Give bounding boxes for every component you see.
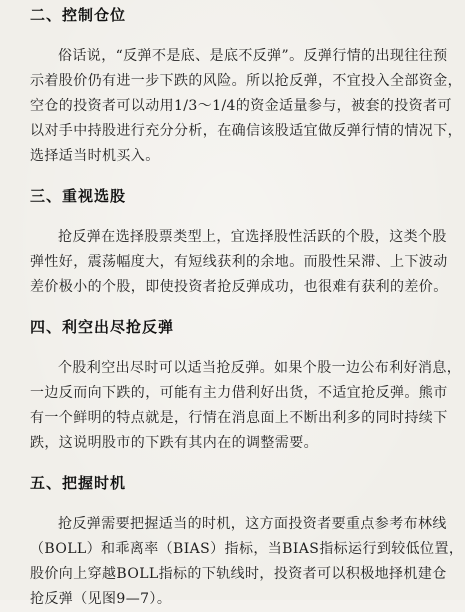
text-line: 弹性好，震荡幅度大，有短线获利的余地。而股性呆滞、上下波动 bbox=[30, 254, 448, 270]
paragraph bbox=[30, 512, 464, 612]
text-line: 以对手中持股进行充分分析，在确信该股适宜做反弹行情的情况下， bbox=[30, 123, 462, 139]
text-line: 空仓的投资者可以动用1/3～1/4的资金适量参与，被套的投资者可 bbox=[30, 98, 452, 114]
paragraph bbox=[30, 356, 462, 456]
text-line: 有一个鲜明的特点就是，行情在消息面上不断出利多的同时持续下 bbox=[30, 410, 448, 426]
text-line: 示着股价仍有进一步下跌的风险。所以抢反弹，不宜投入全部资金， bbox=[30, 73, 462, 89]
text-line: （BOLL）和乖离率（BIAS）指标，当BIAS指标运行到较低位置， bbox=[30, 541, 464, 557]
section-heading: 二、控制仓位 bbox=[30, 6, 127, 24]
paragraph bbox=[30, 44, 462, 169]
text-line: 股价向上穿越BOLL指标的下轨线时，投资者可以积极地择机建仓 bbox=[30, 566, 447, 582]
section-heading: 五、把握时机 bbox=[30, 474, 127, 492]
text-line: 跌，这说明股市的下跌有其内在的调整需要。 bbox=[30, 435, 318, 451]
section-bad-news-rebound bbox=[30, 316, 462, 456]
section-heading: 三、重视选股 bbox=[30, 187, 127, 205]
section-stock-selection bbox=[30, 185, 451, 300]
text-line: 抢反弹（见图9—7）。 bbox=[30, 591, 172, 607]
text-line: 个股利空出尽时可以适当抢反弹。如果个股一边公布利好消息， bbox=[58, 360, 462, 376]
text-line: 抢反弹需要把握适当的时机，这方面投资者要重点参考布林线 bbox=[58, 516, 447, 532]
section-control-position bbox=[30, 4, 462, 169]
section-heading: 四、利空出尽抢反弹 bbox=[30, 318, 175, 336]
text-line: 差价极小的个股，即使投资者抢反弹成功，也很难有获利的差价。 bbox=[30, 279, 448, 295]
text-line: 俗话说，“反弹不是底、是底不反弹”。反弹行情的出现往往预 bbox=[58, 48, 448, 64]
text-line: 一边反而向下跌的，可能有主力借利好出货，不适宜抢反弹。熊市 bbox=[30, 385, 448, 401]
paragraph bbox=[30, 225, 451, 300]
text-line: 选择适当时机买入。 bbox=[30, 148, 160, 164]
text-line: 抢反弹在选择股票类型上，宜选择股性活跃的个股，这类个股 bbox=[58, 229, 447, 245]
section-timing bbox=[30, 472, 464, 612]
